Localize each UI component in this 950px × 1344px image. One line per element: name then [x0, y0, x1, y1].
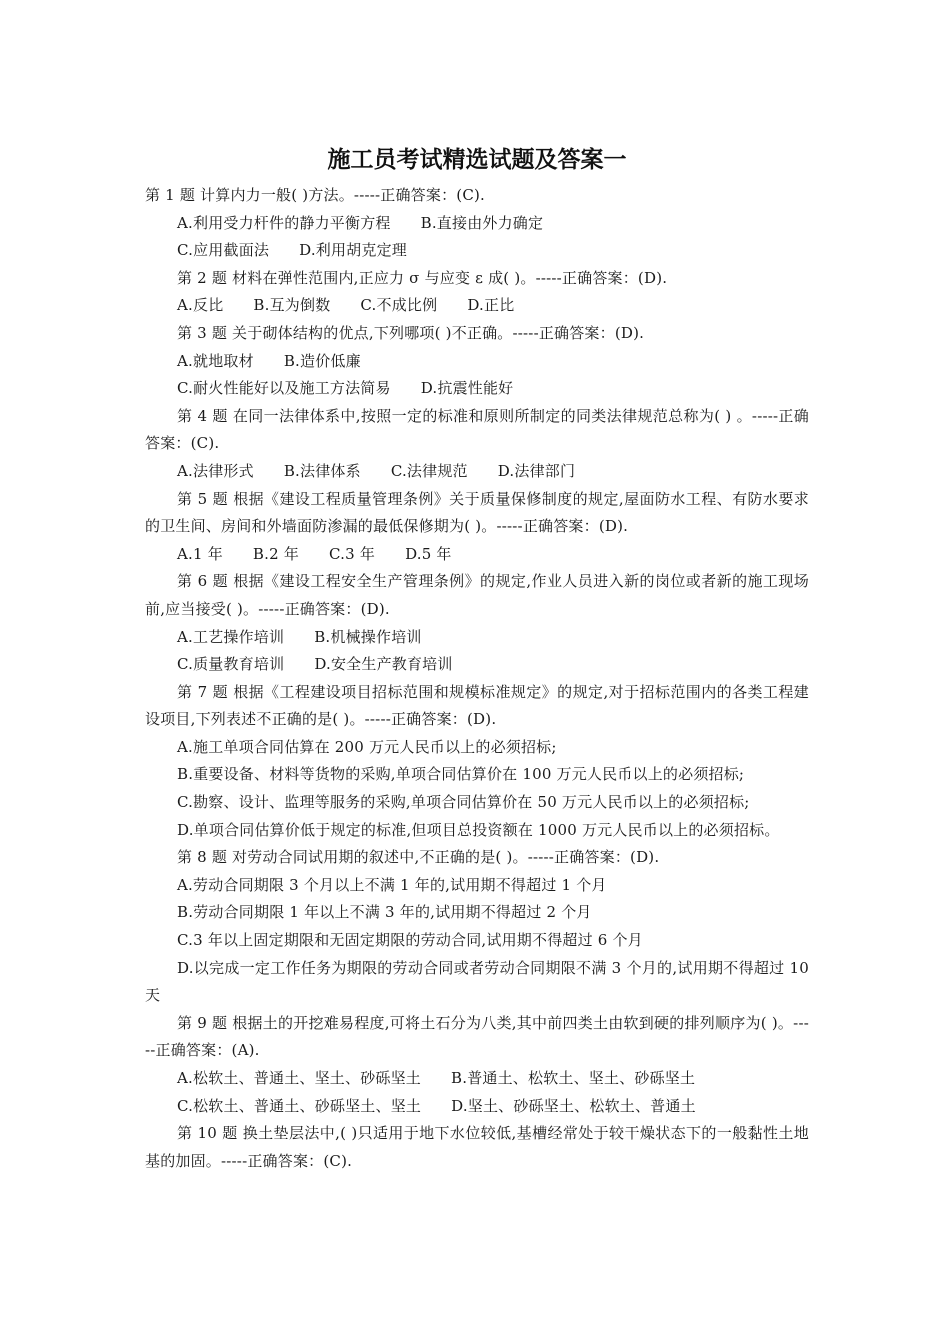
question-6-options-row-1: [145, 624, 809, 652]
question-1-options-row-2: [145, 237, 809, 265]
question-5-options: [145, 541, 809, 569]
question-6-options-row-2: [145, 651, 809, 679]
question-7-option-b: B.重要设备、材料等货物的采购,单项合同估算价在 100 万元人民币以上的必须招标;: [177, 765, 745, 784]
question-5-option-d: D.5 年: [405, 544, 452, 563]
question-5-option-a: A.1 年: [177, 544, 223, 563]
question-5-option-b: B.2 年: [252, 544, 300, 563]
question-9-options-row-2: [145, 1093, 809, 1121]
question-5-stem: 第 5 题 根据《建设工程质量管理条例》关于质量保修制度的规定,屋面防水工程、有防水要求的卫生间、房间和外墙面防渗漏的最低保修期为( )。-----正确答案：(D).: [145, 489, 809, 536]
question-3-stem: 第 3 题 关于砌体结构的优点,下列哪项( )不正确。-----正确答案：(D).: [177, 323, 645, 342]
question-3-option-c: C.耐火性能好以及施工方法简易: [177, 379, 391, 398]
question-2-option-d: D.正比: [467, 296, 515, 315]
question-2-option-a: A.反比: [177, 296, 224, 315]
question-3-option-d: D.抗震性能好: [420, 379, 514, 398]
question-3-options-row-2: [145, 375, 809, 403]
question-6-option-d: D.安全生产教育培训: [314, 655, 453, 674]
question-6-option-c: C.质量教育培训: [177, 655, 285, 674]
question-6-option-b: B.机械操作培训: [314, 627, 422, 646]
question-1-option-a: A.利用受力杆件的静力平衡方程: [177, 213, 391, 232]
question-9-option-b: B.普通土、松软土、坚土、砂砾坚土: [451, 1069, 696, 1087]
question-1-option-b: B.直接由外力确定: [420, 213, 544, 232]
question-7-option-d: D.单项合同估算价低于规定的标准,但项目总投资额在 1000 万元人民币以上的必须招标。: [177, 820, 780, 839]
question-9-options-row-1: [145, 1065, 809, 1093]
question-7-stem: 第 7 题 根据《工程建设项目招标范围和规模标准规定》的规定,对于招标范围内的各类工程建设项目,下列表述不正确的是( )。-----正确答案：(D).: [145, 682, 809, 729]
question-1-options-row-1: [145, 210, 809, 238]
question-3-option-b: B.造价低廉: [283, 351, 361, 370]
question-2-option-b: B.互为倒数: [253, 296, 331, 315]
question-7-option-c: C.勘察、设计、监理等服务的采购,单项合同估算价在 50 万元人民币以上的必须招标;: [177, 793, 750, 812]
question-8-stem: 第 8 题 对劳动合同试用期的叙述中,不正确的是( )。-----正确答案：(D).: [177, 848, 660, 867]
question-3-option-a: A.就地取材: [177, 351, 254, 370]
question-2-options: [145, 292, 809, 320]
question-4-stem: 第 4 题 在同一法律体系中,按照一定的标准和原则所制定的同类法律规范总称为( ) 。-----正确答案：(C).: [145, 406, 809, 453]
question-8-option-c: C.3 年以上固定期限和无固定期限的劳动合同,试用期不得超过 6 个月: [177, 931, 643, 950]
question-2-stem: 第 2 题 材料在弹性范围内,正应力 σ 与应变 ε 成( )。-----正确答案：(D).: [177, 268, 668, 287]
question-4-options: [145, 458, 809, 486]
question-8-option-b: B.劳动合同期限 1 年以上不满 3 年的,试用期不得超过 2 个月: [177, 903, 592, 922]
question-9-stem: 第 9 题 根据土的开挖难易程度,可将土石分为八类,其中前四类土由软到硬的排列顺序为( )。-----正确答案：(A).: [145, 1013, 809, 1060]
question-4-option-d: D.法律部门: [497, 461, 576, 480]
question-8-option-a: A.劳动合同期限 3 个月以上不满 1 年的,试用期不得超过 1 个月: [177, 875, 607, 894]
question-4-option-b: B.法律体系: [283, 461, 361, 480]
document-page: [145, 140, 809, 1175]
question-9-option-a: A.松软土、普通土、坚土、砂砾坚土: [177, 1069, 422, 1087]
question-6-option-a: A.工艺操作培训: [177, 627, 285, 646]
question-1-option-c: C.应用截面法: [177, 241, 270, 260]
question-5-option-c: C.3 年: [329, 544, 376, 563]
question-10-stem: 第 10 题 换土垫层法中,( )只适用于地下水位较低,基槽经常处于较干燥状态下的一般黏性土地基的加固。-----正确答案：(C).: [145, 1124, 809, 1170]
question-9-option-c: C.松软土、普通土、砂砾坚土、坚土: [177, 1096, 422, 1115]
question-4-option-c: C.法律规范: [390, 461, 468, 480]
question-1-stem: 第 1 题 计算内力一般( )方法。-----正确答案：(C).: [145, 186, 486, 204]
question-9-option-d: D.坚土、砂砾坚土、松软土、普通土: [451, 1096, 696, 1115]
document-title: 施工员考试精选试题及答案一: [327, 147, 627, 173]
question-2-option-c: C.不成比例: [360, 296, 438, 315]
question-3-options-row-1: [145, 348, 809, 376]
question-6-stem: 第 6 题 根据《建设工程安全生产管理条例》的规定,作业人员进入新的岗位或者新的施工现场前,应当接受( )。-----正确答案：(D).: [145, 572, 809, 618]
question-8-option-d: D.以完成一定工作任务为期限的劳动合同或者劳动合同期限不满 3 个月的,试用期不得超过 10 天: [145, 958, 809, 1005]
question-1-option-d: D.利用胡克定理: [299, 241, 407, 260]
question-7-option-a: A.施工单项合同估算在 200 万元人民币以上的必须招标;: [177, 737, 557, 756]
question-4-option-a: A.法律形式: [177, 461, 254, 480]
